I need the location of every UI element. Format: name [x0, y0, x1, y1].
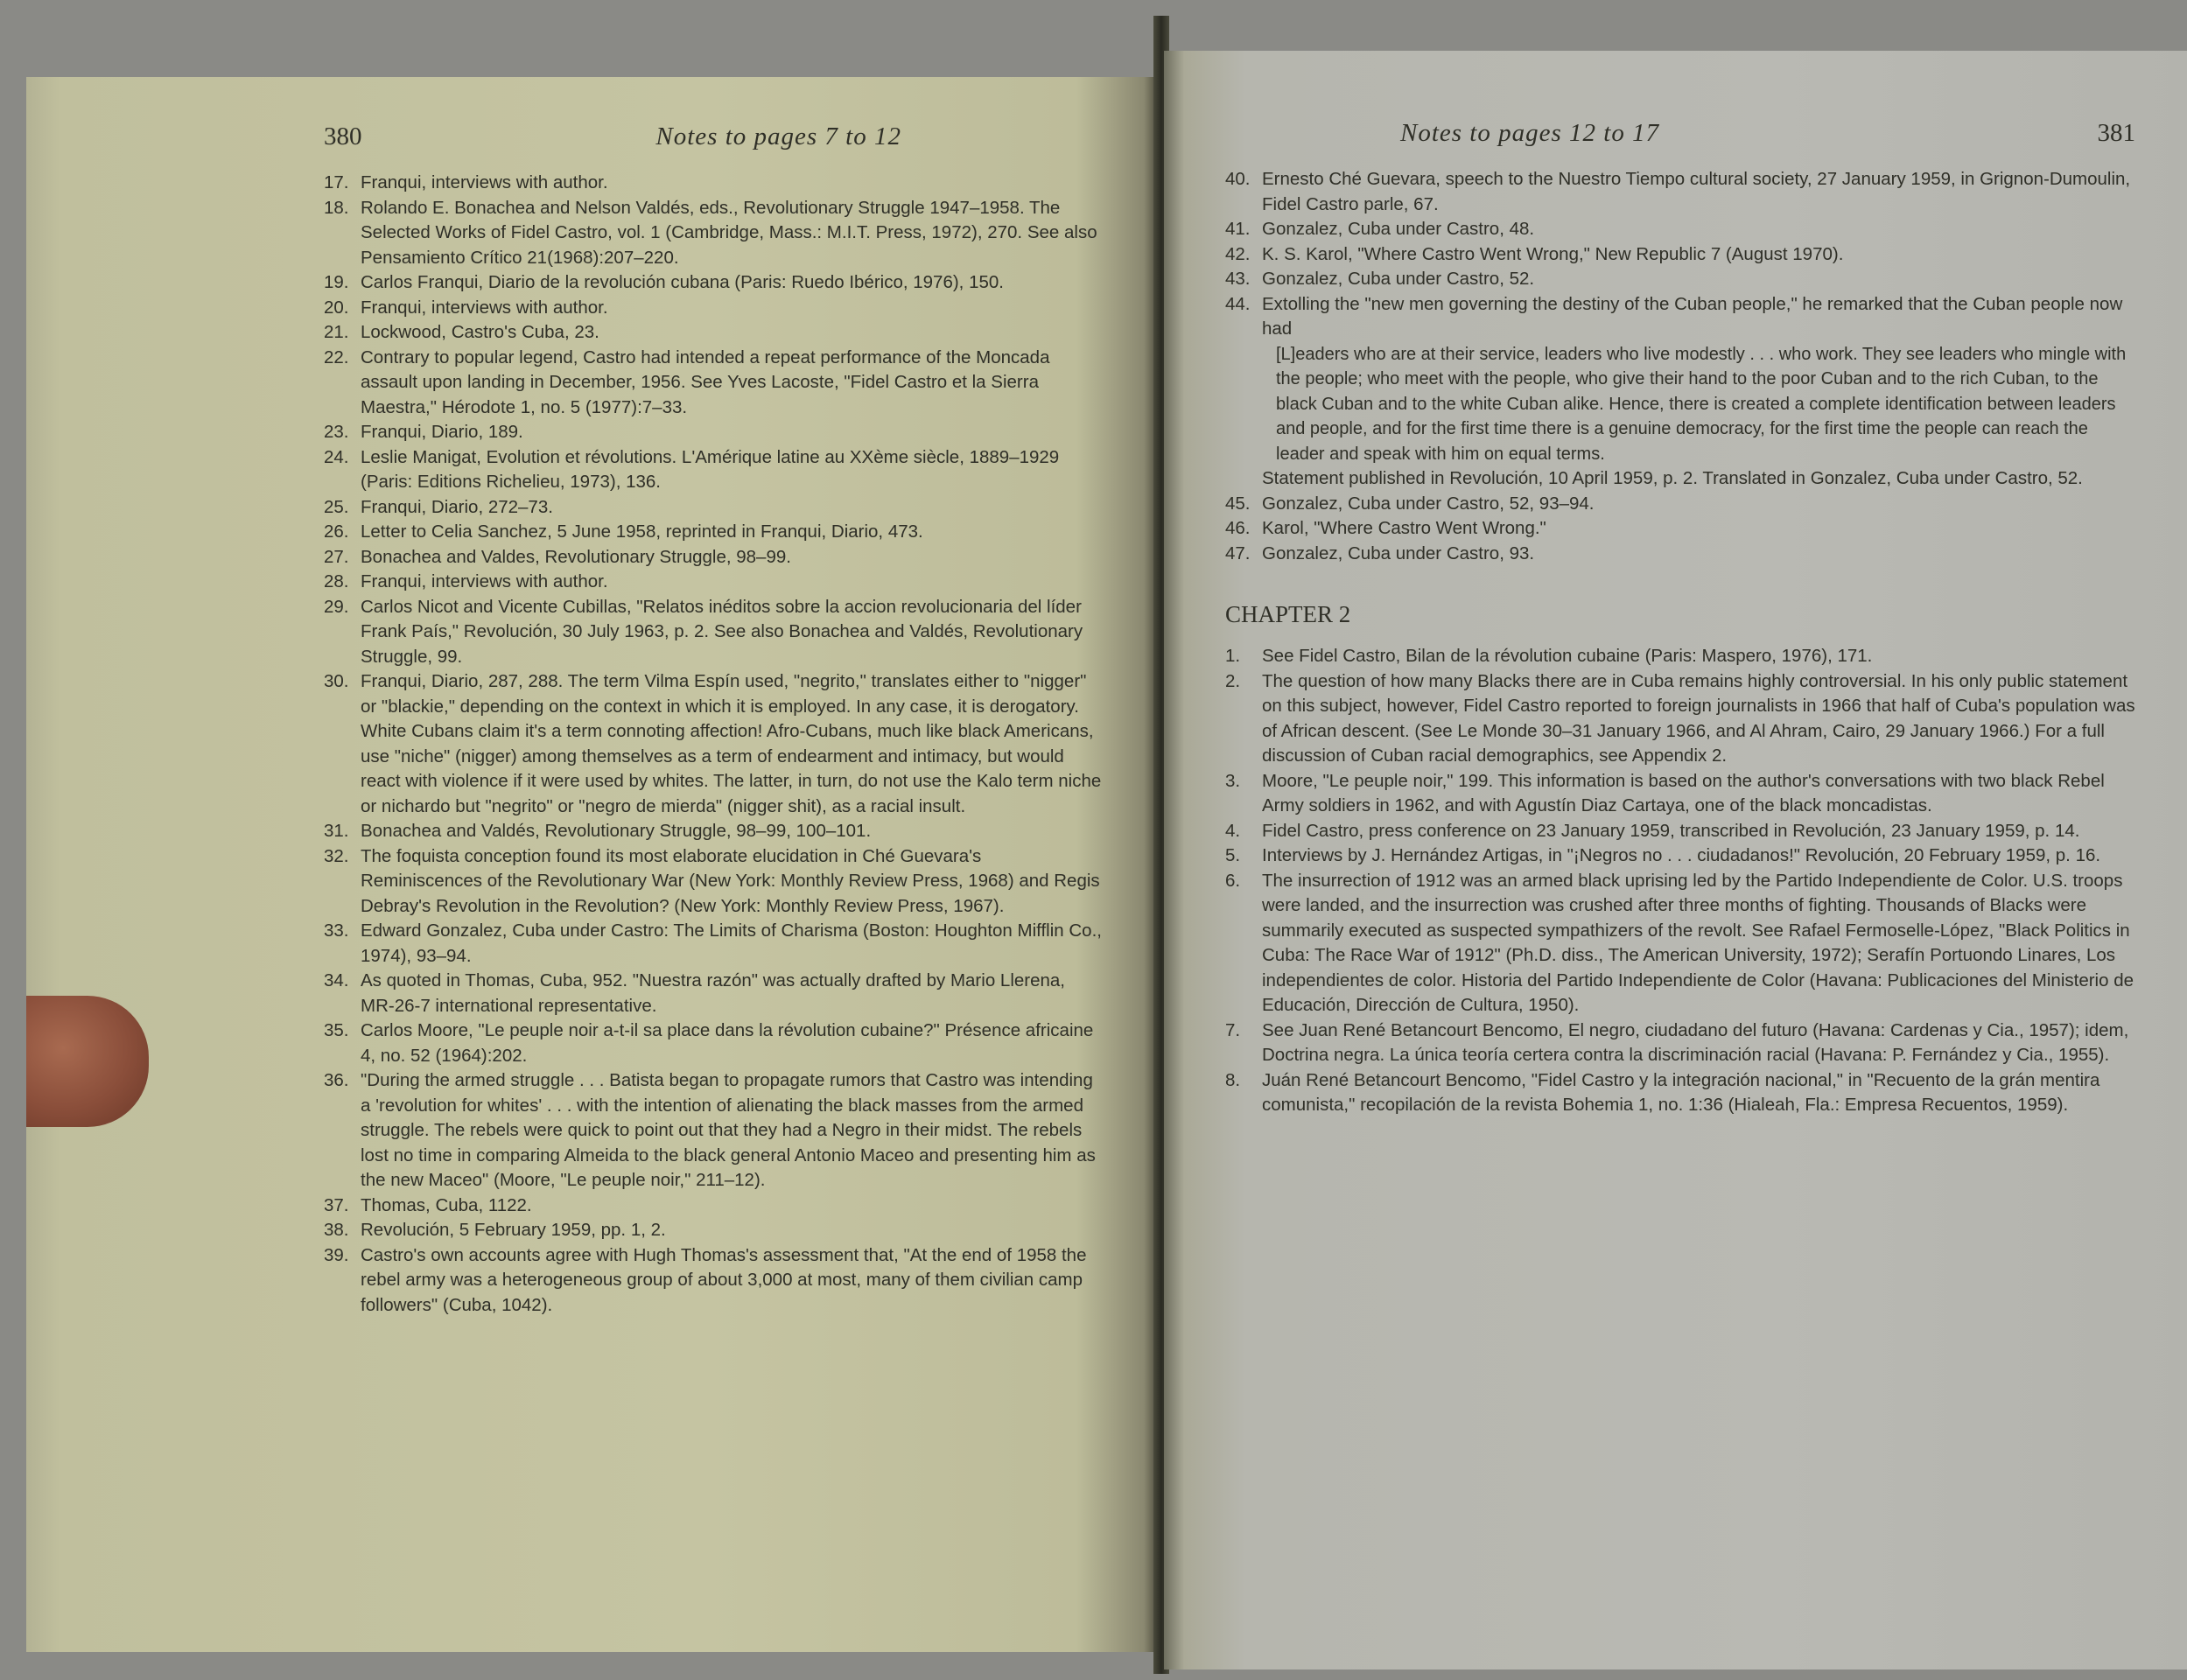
- note-text: Rolando E. Bonachea and Nelson Valdés, eds., Revolutionary Struggle 1947–1958. The Selected Works of Fidel Castro, vol. 1 (Cambridge, Mass.: M.I.T. Press, 1972), 270. See also Pensamiento Crítico 21(1968):207–220.: [361, 197, 1097, 268]
- note-text: Gonzalez, Cuba under Castro, 52, 93–94.: [1262, 493, 1595, 514]
- note-number: 2.: [1225, 670, 1241, 691]
- note-item: [1225, 542, 2135, 567]
- note-item: [324, 346, 1103, 421]
- note-number: 17.: [324, 172, 349, 192]
- note-item: [324, 296, 1103, 321]
- note-item: [1225, 516, 2135, 542]
- note-number: 20.: [324, 297, 349, 318]
- note-text: Carlos Franqui, Diario de la revolución cubana (Paris: Ruedo Ibérico, 1976), 150.: [361, 272, 1004, 292]
- note-item: [324, 1068, 1103, 1194]
- note-text: Bonachea and Valdés, Revolutionary Struggle, 98–99, 100–101.: [361, 821, 872, 841]
- note-text: Fidel Castro, press conference on 23 January 1959, transcribed in Revolución, 23 January 1959, p. 14.: [1262, 820, 2080, 841]
- note-number: 40.: [1225, 169, 1251, 189]
- left-page-number: 380: [324, 122, 362, 150]
- note-text: As quoted in Thomas, Cuba, 952. "Nuestra razón" was actually drafted by Mario Llerena, MR-26-7 international representative.: [361, 970, 1065, 1016]
- note-item: [324, 969, 1103, 1018]
- note-number: 43.: [1225, 269, 1251, 289]
- note-text: Franqui, Diario, 189.: [361, 422, 523, 442]
- note-item: [324, 570, 1103, 595]
- note-number: 28.: [324, 571, 349, 592]
- note-number: 7.: [1225, 1019, 1241, 1040]
- note-text: "During the armed struggle . . . Batista began to propagate rumors that Castro was intending a 'revolution for whites' . . . with the intention of alienating the black masses from the armed struggle. The rebels were quick to point out that they had a Negro in their midst. The rebels lost no time in comparing Almeida to the black general Antonio Maceo and presenting him as the new Maceo" (Moore, "Le peuple noir," 211–12).: [361, 1070, 1096, 1190]
- note-number: 8.: [1225, 1069, 1241, 1090]
- note-number: 47.: [1225, 542, 1251, 564]
- note-number: 23.: [324, 422, 349, 442]
- note-text: Karol, "Where Castro Went Wrong.": [1262, 518, 1546, 538]
- note-number: 30.: [324, 671, 349, 691]
- thumb-holding-page: [26, 996, 149, 1127]
- note-number: 41.: [1225, 219, 1251, 239]
- note-item: [1225, 242, 2135, 268]
- note-item: [1225, 167, 2135, 217]
- note-number: 44.: [1225, 293, 1251, 314]
- note-number: 6.: [1225, 870, 1241, 891]
- note-number: 24.: [324, 446, 349, 467]
- note-item: [324, 919, 1103, 969]
- note-text: Edward Gonzalez, Cuba under Castro: The Limits of Charisma (Boston: Houghton Mifflin Co., 1974), 93–94.: [361, 920, 1102, 966]
- note-item: [324, 320, 1103, 346]
- note-item: [1225, 1018, 2135, 1068]
- note-text: Extolling the "new men governing the destiny of the Cuban people," he remarked that the Cuban people now had: [1262, 293, 2123, 339]
- note-number: 18.: [324, 197, 349, 218]
- note-item: [1225, 492, 2135, 517]
- note-item: [1225, 819, 2135, 844]
- note-number: 1.: [1225, 646, 1241, 666]
- note-item: [1225, 217, 2135, 242]
- note-text: Carlos Nicot and Vicente Cubillas, "Relatos inéditos sobre la accion revolucionaria del líder Frank País," Revolución, 30 July 1963, p. 2. See also Bonachea and Valdés, Revolutionary Struggle, 99.: [361, 596, 1083, 667]
- open-book: [26, 16, 2187, 1674]
- note-text: Letter to Celia Sanchez, 5 June 1958, reprinted in Franqui, Diario, 473.: [361, 522, 923, 542]
- note-item: [1225, 292, 2135, 342]
- note-text: Carlos Moore, "Le peuple noir a-t-il sa place dans la révolution cubaine?" Présence africaine 4, no. 52 (1964):202.: [361, 1020, 1094, 1066]
- note-number: 22.: [324, 346, 349, 368]
- note-number: 21.: [324, 322, 349, 342]
- right-notes-list-a: [1225, 167, 2135, 342]
- note-item: [1225, 844, 2135, 869]
- block-quote: [L]eaders who are at their service, leaders who live modestly . . . who work. They see leaders who mingle with the people; who meet with the people, who give their hand to the poor Cuban and to the rich Cuban, to the black Cuban and to the white Cuban alike. Hence, there is created a complete identification between leaders and people, and for the first time there is a genuine democracy, for the first time the people can reach the leader and speak with him on equal terms.: [1276, 344, 2127, 464]
- note-item: [324, 1018, 1103, 1068]
- note-number: 39.: [324, 1244, 349, 1265]
- note-number: 42.: [1225, 243, 1251, 264]
- note-text: Franqui, interviews with author.: [361, 297, 608, 318]
- note-text: Franqui, interviews with author.: [361, 172, 608, 192]
- note-item: [1225, 1068, 2135, 1118]
- right-page-header: [1225, 119, 2135, 148]
- note-item: [324, 1218, 1103, 1243]
- note-text: Ernesto Ché Guevara, speech to the Nuestro Tiempo cultural society, 27 January 1959, in Grignon-Dumoulin, Fidel Castro parle, 67.: [1262, 169, 2131, 214]
- note-number: 31.: [324, 821, 349, 841]
- note-item: [1225, 869, 2135, 1018]
- note-item: [324, 171, 1103, 196]
- note-number: 26.: [324, 522, 349, 542]
- note-text: The insurrection of 1912 was an armed black uprising led by the Partido Independiente de Color. U.S. troops were landed, and the insurrection was crushed after three months of fighting. Thousands of Blacks were summarily executed as suspected sympathizers of the revolt. See Rafael Fermoselle-López, "Black Politics in Cuba: The Race War of 1912" (Ph.D. diss., The American University, 1972); Serafín Portuondo Linares, Los independientes de color. Historia del Partido Independiente de Color (Havana: Publicaciones del Ministerio de Educación, Dirección de Cultura, 1950).: [1262, 870, 2134, 1015]
- note-number: 27.: [324, 546, 349, 567]
- note-text: Revolución, 5 February 1959, pp. 1, 2.: [361, 1220, 666, 1240]
- note-text: Bonachea and Valdes, Revolutionary Struggle, 98–99.: [361, 546, 791, 567]
- left-page-header: [324, 122, 1103, 151]
- note-text: Contrary to popular legend, Castro had intended a repeat performance of the Moncada assault upon landing in December, 1956. See Yves Lacoste, "Fidel Castro et la Sierra Maestra," Hérodote 1, no. 5 (1977):7–33.: [361, 346, 1050, 417]
- note-text: Castro's own accounts agree with Hugh Thomas's assessment that, "At the end of 1958 the rebel army was a heterogeneous group of about 3,000 at most, many of them civilian camp followers" (Cuba, 1042).: [361, 1244, 1087, 1315]
- note-text: Gonzalez, Cuba under Castro, 93.: [1262, 542, 1535, 564]
- note-item: [324, 196, 1103, 271]
- note-text: See Fidel Castro, Bilan de la révolution cubaine (Paris: Maspero, 1976), 171.: [1262, 646, 1873, 666]
- note-number: 3.: [1225, 770, 1241, 791]
- note-number: 29.: [324, 596, 349, 617]
- note-text: K. S. Karol, "Where Castro Went Wrong," New Republic 7 (August 1970).: [1262, 243, 1844, 264]
- note-number: 5.: [1225, 845, 1241, 865]
- note-text: Franqui, interviews with author.: [361, 571, 608, 592]
- note-number: 38.: [324, 1220, 349, 1240]
- note-item: [324, 844, 1103, 920]
- note-item: [324, 495, 1103, 521]
- statement-citation: Statement published in Revolución, 10 April 1959, p. 2. Translated in Gonzalez, Cuba under Castro, 52.: [1262, 468, 2083, 488]
- note-item: [324, 595, 1103, 670]
- note-item: [324, 445, 1103, 495]
- note-number: 19.: [324, 272, 349, 292]
- note-text: The foquista conception found its most elaborate elucidation in Ché Guevara's Reminiscences of the Revolutionary War (New York: Monthly Review Press, 1968) and Regis Debray's Revolution in the Revolution? (New York: Monthly Review Press, 1967).: [361, 845, 1100, 916]
- note-number: 25.: [324, 496, 349, 517]
- note-number: 37.: [324, 1194, 349, 1215]
- note-text: Leslie Manigat, Evolution et révolutions. L'Amérique latine au XXème siècle, 1889–1929 (Paris: Editions Richelieu, 1973), 136.: [361, 446, 1060, 492]
- note-item: [1225, 267, 2135, 292]
- left-page: [26, 77, 1155, 1652]
- note-text: Franqui, Diario, 287, 288. The term Vilma Espín used, "negrito," translates either to "nigger" or "blackie," depending on the context in which it is employed. In any case, it is derogatory. White Cubans claim it's a term connoting affection! Afro-Cubans, much like black Americans, use "niche" (nigger) among themselves as a term of endearment and intimacy, but would react with violence if it were used by whites. The latter, in turn, do not use the Kalo term niche or nichardo but "negrito" or "negro de mierda" (nigger shit), as a racial insult.: [361, 671, 1102, 816]
- note-item: [324, 520, 1103, 545]
- note-number: 32.: [324, 845, 349, 866]
- note-item: [1225, 769, 2135, 819]
- note-item: [324, 1243, 1103, 1319]
- right-page-number: 381: [2097, 119, 2135, 147]
- left-page-title: Notes to pages 7 to 12: [655, 122, 901, 150]
- note-item: [324, 545, 1103, 570]
- note-item: [324, 420, 1103, 445]
- note-number: 35.: [324, 1020, 349, 1040]
- note-item: [1225, 644, 2135, 669]
- right-page: [1164, 51, 2187, 1670]
- note-number: 33.: [324, 920, 349, 941]
- chapter-notes-list: [1225, 644, 2135, 1118]
- note-text: The question of how many Blacks there are in Cuba remains highly controversial. In his only public statement on this subject, however, Fidel Castro reported to foreign journalists in 1966 that half of Cuba's population was of African descent. (See Le Monde 30–31 January 1966, and Al Ahram, Cairo, 29 January 1966.) For a full discussion of Cuban racial demographics, see Appendix 2.: [1262, 670, 2135, 766]
- note-text: See Juan René Betancourt Bencomo, El negro, ciudadano del futuro (Havana: Cardenas y Cia., 1957); idem, Doctrina negra. La única teoría certera contra la discriminación racial (Havana: P. Fernández y Cia., 1955).: [1262, 1019, 2129, 1065]
- note-item: [324, 669, 1103, 819]
- note-item: [324, 270, 1103, 296]
- note-text: Interviews by J. Hernández Artigas, in "¡Negros no . . . ciudadanos!" Revolución, 20 February 1959, p. 16.: [1262, 845, 2101, 865]
- note-text: Franqui, Diario, 272–73.: [361, 496, 553, 517]
- note-text: Moore, "Le peuple noir," 199. This information is based on the author's conversations with two black Rebel Army soldiers in 1962, and with Agustín Diaz Cartaya, one of the black moncadistas.: [1262, 770, 2105, 816]
- note-number: 45.: [1225, 493, 1251, 514]
- note-text: Lockwood, Castro's Cuba, 23.: [361, 322, 599, 342]
- right-page-title: Notes to pages 12 to 17: [1400, 119, 1660, 147]
- note-number: 46.: [1225, 518, 1251, 538]
- note-item: [1225, 669, 2135, 769]
- right-notes-list-b: [1225, 492, 2135, 567]
- note-item: [324, 819, 1103, 844]
- chapter-heading: CHAPTER 2: [1225, 601, 1351, 627]
- left-notes-list: [324, 171, 1103, 1318]
- note-text: Gonzalez, Cuba under Castro, 48.: [1262, 219, 1535, 239]
- note-number: 36.: [324, 1070, 349, 1090]
- note-text: Thomas, Cuba, 1122.: [361, 1194, 532, 1215]
- note-number: 34.: [324, 970, 349, 990]
- note-number: 4.: [1225, 820, 1241, 841]
- note-item: [324, 1194, 1103, 1219]
- note-text: Gonzalez, Cuba under Castro, 52.: [1262, 269, 1535, 289]
- note-text: Juán René Betancourt Bencomo, "Fidel Castro y la integración nacional," in "Recuento de la grán mentira comunista," recopilación de la revista Bohemia 1, no. 1:36 (Hialeah, Fla.: Empresa Recuentos, 1959).: [1262, 1069, 2100, 1115]
